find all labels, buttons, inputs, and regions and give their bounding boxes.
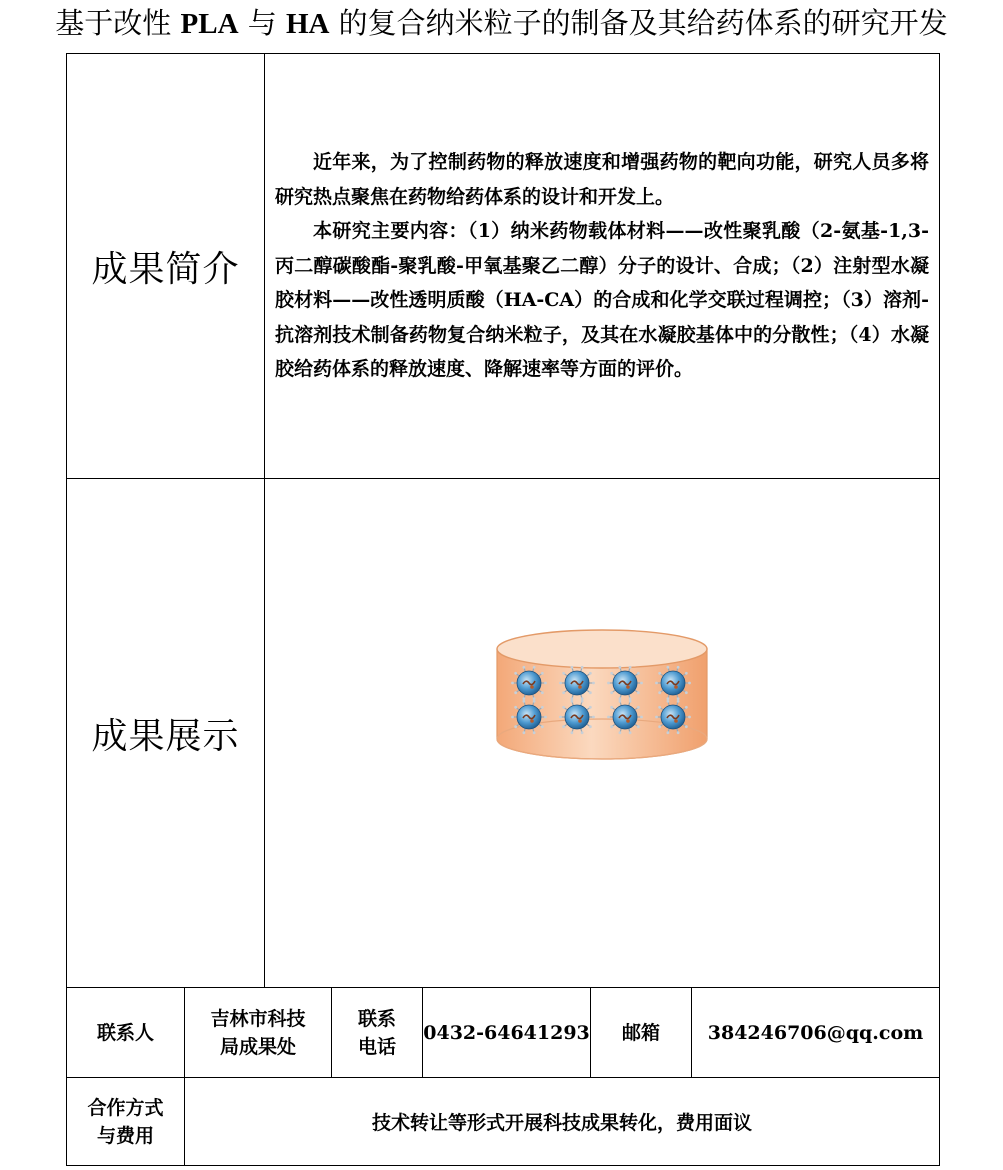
title-part-2: 与 xyxy=(238,6,286,40)
intro-row xyxy=(67,54,940,479)
phone-label-line-1: 联系 xyxy=(358,1007,397,1030)
achievement-table xyxy=(66,53,940,1166)
title-term-ha: HA xyxy=(285,8,330,40)
hydrogel-nanoparticle-figure xyxy=(495,629,709,779)
container-top xyxy=(497,630,707,668)
contact-row xyxy=(67,988,940,1078)
contact-person-value xyxy=(185,988,332,1078)
cooperation-row xyxy=(67,1078,940,1166)
intro-paragraph-2: 本研究主要内容：（1）纳米药物载体材料——改性聚乳酸（2-氨基-1,3-丙二醇碳酸酯-聚乳酸-甲氧基聚乙二醇）分子的设计、合成；（2）注射型水凝胶材料——改性透明质酸（HA-CA）的合成和化学交联过程调控；（3）溶剂-抗溶剂技术制备药物复合纳米粒子，及其在水凝胶基体中的分散性；（4）水凝胶给药体系的释放速度、降解速率等方面的评价。 xyxy=(275,220,930,381)
phone-label xyxy=(332,988,423,1078)
intro-content xyxy=(265,54,940,479)
title-part-3: 的复合纳米粒子的制备及其给药体系的研究开发 xyxy=(329,6,948,40)
cooperation-label xyxy=(67,1078,185,1166)
contact-person-line-2: 局成果处 xyxy=(220,1035,297,1058)
showcase-content xyxy=(265,479,940,988)
intro-label: 成果简介 xyxy=(67,54,265,479)
email-label: 邮箱 xyxy=(591,988,692,1078)
title-term-pla: PLA xyxy=(180,8,239,40)
showcase-label: 成果展示 xyxy=(67,479,265,988)
document-title xyxy=(0,6,1003,41)
email-value: 384246706@qq.com xyxy=(692,988,940,1078)
phone-label-line-2: 电话 xyxy=(358,1035,397,1058)
cooperation-label-line-1: 合作方式 xyxy=(87,1096,164,1119)
intro-paragraph-1: 近年来，为了控制药物的释放速度和增强药物的靶向功能，研究人员多将研究热点聚焦在药物给药体系的设计和开发上。 xyxy=(275,151,930,208)
contact-person-label: 联系人 xyxy=(67,988,185,1078)
showcase-row xyxy=(67,479,940,988)
cooperation-value: 技术转让等形式开展科技成果转化，费用面议 xyxy=(185,1078,940,1166)
phone-value: 0432-64641293 xyxy=(423,988,591,1078)
contact-person-line-1: 吉林市科技 xyxy=(210,1007,306,1030)
cooperation-label-line-2: 与费用 xyxy=(96,1124,154,1147)
title-part-1: 基于改性 xyxy=(55,6,181,40)
